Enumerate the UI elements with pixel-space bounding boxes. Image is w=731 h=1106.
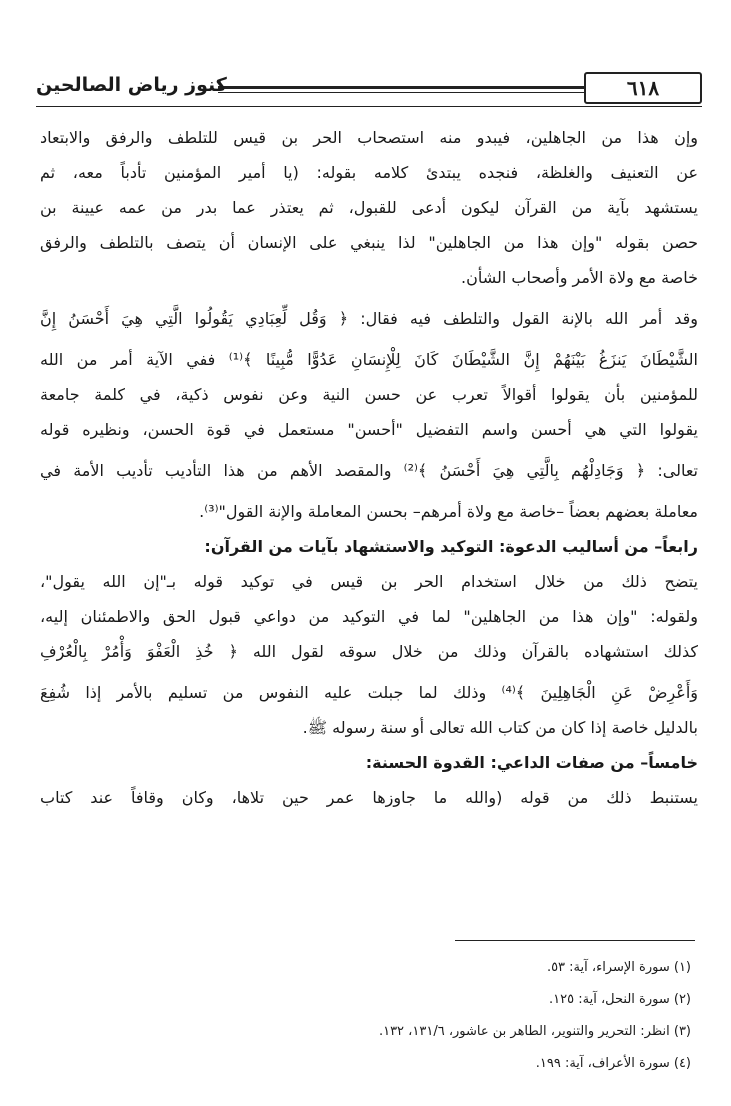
text-line: وَأَعْرِضْ عَنِ الْجَاهِلِينَ ﴾⁽⁴⁾ وذلك لما جبلت عليه النفوس من تسليم بالأمر إذا شُفِعَ: [40, 683, 698, 702]
footnote-4: (٤) سورة الأعراف، آية: ١٩٩.: [535, 1056, 691, 1071]
footnote-2: (٢) سورة النحل، آية: ١٢٥.: [549, 992, 691, 1007]
text-line: للمؤمنين بأن يقولوا أقوالاً تعرب عن حسن النية وعن نفوس ذكية، في كلمة جامعة: [40, 385, 698, 404]
text-line: حصن بقوله "وإن هذا من الجاهلين" لذا ينبغي على الإنسان أن يتصف بالتلطف والرفق: [40, 233, 698, 252]
section-heading-5: خامساً– من صفات الداعي: القدوة الحسنة:: [365, 753, 698, 772]
text-line: يقولوا التي هي أحسن واسم التفضيل "أحسن" مستعمل في قوة الحسن، ونظيره قوله: [40, 420, 698, 439]
text-line: وإن هذا من الجاهلين، فيبدو منه استصحاب الحر بن قيس للتلطف والرفق والابتعاد: [40, 128, 698, 147]
text-line: معاملة بعضهم بعضاً –خاصة مع ولاة أمرهم– بحسن المعاملة والإنة القول"⁽³⁾.: [199, 502, 698, 521]
text-line: تعالى: ﴿ وَجَادِلْهُم بِالَّتِي هِيَ أَحْسَنُ ﴾⁽²⁾ والمقصد الأهم من هذا التأديب تأديب الأمة في: [40, 461, 698, 480]
text-line: يتضح ذلك من خلال استخدام الحر بن قيس في توكيد قوله بـ"إن الله يقول"،: [40, 572, 698, 591]
text-line: وقد أمر الله بالإنة القول والتلطف فيه فقال: ﴿ وَقُل لِّعِبَادِي يَقُولُوا الَّتِي هِيَ أَحْسَنُ إِنَّ: [40, 309, 698, 328]
text-line: خاصة مع ولاة الأمر وأصحاب الشأن.: [461, 268, 698, 287]
text-line: عن التعنيف والغلظة، فنجده يبتدئ كلامه بقوله: (يا أمير المؤمنين تأدباً معه، ثم: [40, 163, 698, 182]
text-line: يستنبط ذلك من قوله (والله ما جاوزها عمر حين تلاها، وكان وقافاً عند كتاب: [40, 788, 698, 807]
footnotes: [31, 952, 691, 1080]
footnote-3: (٣) انظر: التحرير والتنوير، الطاهر بن عاشور، ١٣١/٦، ١٣٢.: [378, 1024, 691, 1039]
text-line: بالدليل خاصة إذا كان من كتاب الله تعالى أو سنة رسوله ﷺ.: [302, 718, 698, 737]
text-line: ولقوله: "وإن هذا من الجاهلين" لما في التوكيد من دواعي قبول الحق والاطمئنان إليه،: [40, 607, 698, 626]
text-line: يستشهد بآية من القرآن ليكون أدعى للقبول، ثم يعتذر عما بدر من عمه عيينة بن: [40, 198, 698, 217]
page-number: ٦١٨: [584, 72, 702, 104]
main-text: [40, 120, 698, 815]
section-heading-4: رابعاً– من أساليب الدعوة: التوكيد والاستشهاد بآيات من القرآن:: [204, 537, 698, 556]
header-rule-thick: [218, 86, 584, 89]
page-header: [36, 70, 702, 110]
footnote-1: (١) سورة الإسراء، آية: ٥٣.: [546, 960, 691, 975]
text-line: الشَّيْطَانَ يَنزَغُ بَيْنَهُمْ إِنَّ الشَّيْطَانَ كَانَ لِلْإِنسَانِ عَدُوًّا مُّبِينًا ﴾⁽¹⁾ ففي الآية أمر من الله: [40, 350, 698, 369]
book-title: كنوز رياض الصالحين: [36, 74, 227, 96]
header-base-rule: [36, 106, 702, 107]
header-rule-thin: [218, 92, 584, 93]
footnote-separator: [455, 940, 695, 941]
text-line: كذلك استشهاده بالقرآن وذلك من خلال سوقه لقول الله ﴿ خُذِ الْعَفْوَ وَأْمُرْ بِالْعُرْفِ: [40, 642, 698, 661]
